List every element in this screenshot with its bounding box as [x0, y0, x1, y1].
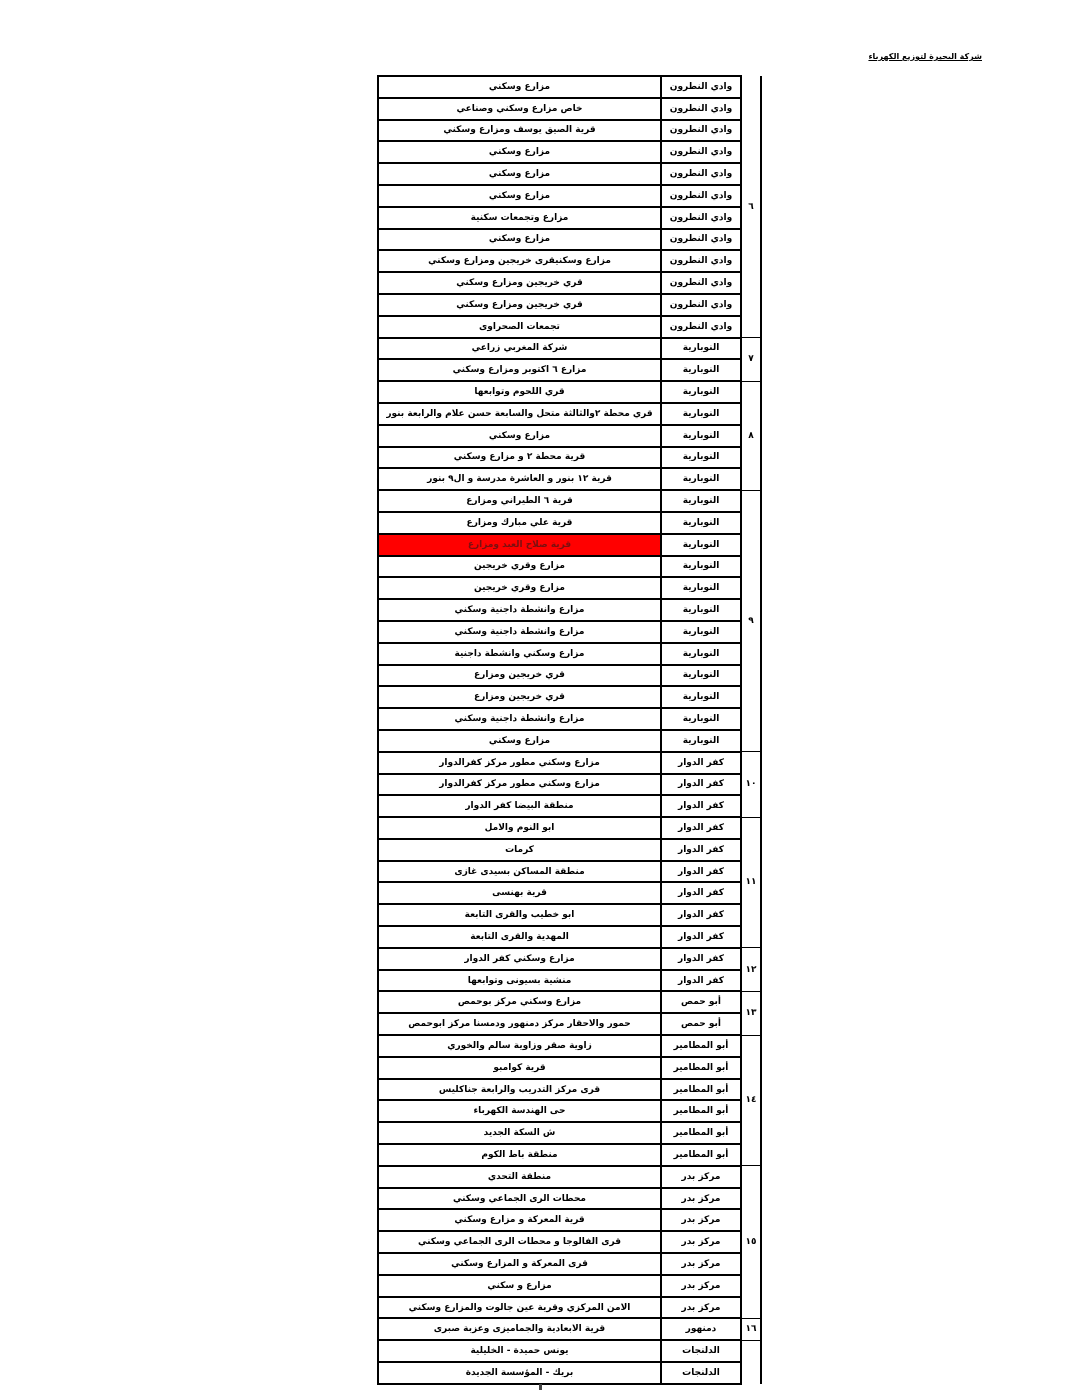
table-row — [378, 577, 761, 599]
row-description: مزارع وانشطة داجنية وسكني — [378, 599, 661, 621]
group-number-empty — [741, 1340, 761, 1362]
row-area: النوبارية — [661, 338, 741, 360]
table-row — [378, 882, 761, 904]
row-description: قرية بهنسى — [378, 882, 661, 904]
row-description: ابو النوم والامل — [378, 817, 661, 839]
table-body — [378, 76, 761, 1384]
row-area: كفر الدوار — [661, 904, 741, 926]
distribution-table — [377, 75, 762, 1385]
table-row — [378, 403, 761, 425]
table-row — [378, 861, 761, 883]
table-row — [378, 185, 761, 207]
table-row — [378, 316, 761, 338]
table-row — [378, 1035, 761, 1057]
table-row — [378, 272, 761, 294]
row-area: وادي النطرون — [661, 120, 741, 142]
table-row — [378, 1231, 761, 1253]
row-description: مزارع وقري خريجين — [378, 556, 661, 578]
table-row — [378, 839, 761, 861]
row-description: قري خريجين ومزارع — [378, 686, 661, 708]
row-area: النوبارية — [661, 403, 741, 425]
table-row — [378, 1362, 761, 1384]
row-area: أبو المطامير — [661, 1100, 741, 1122]
table-row — [378, 1057, 761, 1079]
row-area: كفر الدوار — [661, 970, 741, 992]
row-description: قري خريجين ومزارع وسكني — [378, 294, 661, 316]
row-area: النوبارية — [661, 556, 741, 578]
row-description: قرى مركز التدريب والرابعة جناكليس — [378, 1079, 661, 1101]
row-description: قري خريجين ومزارع — [378, 665, 661, 687]
table-row — [378, 1209, 761, 1231]
row-area: الدلنجات — [661, 1340, 741, 1362]
row-area: أبو المطامير — [661, 1144, 741, 1166]
table-row — [378, 708, 761, 730]
row-description: قرية صلاح العبد ومزارع — [378, 534, 661, 556]
table-row — [378, 991, 761, 1013]
row-area: وادي النطرون — [661, 294, 741, 316]
row-description: مزارع وانشطة داجنية وسكني — [378, 708, 661, 730]
table-row — [378, 1297, 761, 1319]
row-description: الامن المركزي وقرية عين جالوت والمزارع وسكني — [378, 1297, 661, 1319]
row-area: النوبارية — [661, 447, 741, 469]
row-description: حى الهندسة الكهرباء — [378, 1100, 661, 1122]
row-description: مزارع وسكني — [378, 163, 661, 185]
row-area: وادي النطرون — [661, 185, 741, 207]
row-area: النوبارية — [661, 512, 741, 534]
group-number: ١٣ — [741, 991, 761, 1035]
row-area: أبو المطامير — [661, 1122, 741, 1144]
table-row — [378, 621, 761, 643]
row-description: مزارع وسكنيقرى خريجين ومزارع وسكني — [378, 250, 661, 272]
table-row — [378, 468, 761, 490]
table-row — [378, 141, 761, 163]
table-row — [378, 381, 761, 403]
row-description: مزارع وسكني كفر الدوار — [378, 948, 661, 970]
row-description: منطقة باط الكوم — [378, 1144, 661, 1166]
row-description: قرية الابعادية والجماميزى وعزبة صبرى — [378, 1318, 661, 1340]
table-row — [378, 512, 761, 534]
row-area: النوبارية — [661, 425, 741, 447]
row-description: تجمعات الصحراوى — [378, 316, 661, 338]
row-description: منطقة المساكن بسيدى غازى — [378, 861, 661, 883]
row-area: وادي النطرون — [661, 229, 741, 251]
row-area: كفر الدوار — [661, 752, 741, 774]
table-row — [378, 294, 761, 316]
table-row — [378, 1340, 761, 1362]
row-description: المهدية والقرى التابعة — [378, 926, 661, 948]
row-description: قرى المعركة و المزارع وسكني — [378, 1253, 661, 1275]
row-description: مزارع وسكني مطور مركز كفرالدوار — [378, 752, 661, 774]
table-row — [378, 686, 761, 708]
row-area: كفر الدوار — [661, 882, 741, 904]
row-description: زاوية صقر وزاوية سالم والخوري — [378, 1035, 661, 1057]
row-area: وادي النطرون — [661, 272, 741, 294]
table-row — [378, 665, 761, 687]
row-description: مزارع ٦ اكتوبر ومزارع وسكني — [378, 359, 661, 381]
row-area: النوبارية — [661, 599, 741, 621]
table-row — [378, 752, 761, 774]
row-area: أبو المطامير — [661, 1035, 741, 1057]
row-area: وادي النطرون — [661, 141, 741, 163]
row-description: قرية كوامبو — [378, 1057, 661, 1079]
row-area: النوبارية — [661, 381, 741, 403]
row-area: النوبارية — [661, 534, 741, 556]
table-row — [378, 1144, 761, 1166]
row-description: مزارع و سكني — [378, 1275, 661, 1297]
table-row — [378, 1013, 761, 1035]
company-header: شركة البحيرة لتوزيع الكهرباء — [868, 52, 982, 61]
row-description: قرية ١٢ بنور و العاشرة مدرسة و ال٩ بنور — [378, 468, 661, 490]
table-row — [378, 1079, 761, 1101]
group-number: ٧ — [741, 338, 761, 382]
table-row — [378, 98, 761, 120]
row-area: كفر الدوار — [661, 774, 741, 796]
row-area: مركز بدر — [661, 1275, 741, 1297]
row-area: النوبارية — [661, 621, 741, 643]
row-description: مزارع وسكني — [378, 730, 661, 752]
row-description: قرية علي مبارك ومزارع — [378, 512, 661, 534]
table-row — [378, 359, 761, 381]
group-number: ١١ — [741, 817, 761, 948]
row-area: النوبارية — [661, 730, 741, 752]
group-number: ٦ — [741, 76, 761, 338]
row-area: وادي النطرون — [661, 98, 741, 120]
table-row — [378, 1318, 761, 1340]
row-area: وادي النطرون — [661, 163, 741, 185]
table-row — [378, 76, 761, 98]
row-description: مزارع وسكني — [378, 76, 661, 98]
table-row — [378, 250, 761, 272]
row-area: مركز بدر — [661, 1297, 741, 1319]
page-mark — [539, 1384, 542, 1390]
row-description: قرية محطة ٢ و مزارع وسكني — [378, 447, 661, 469]
table-row — [378, 556, 761, 578]
row-description: يونس حميدة - الخليلية — [378, 1340, 661, 1362]
table-row — [378, 120, 761, 142]
table-row — [378, 338, 761, 360]
row-area: مركز بدر — [661, 1231, 741, 1253]
table-row — [378, 163, 761, 185]
row-area: دمنهور — [661, 1318, 741, 1340]
row-description: محطات الرى الجماعي وسكني — [378, 1188, 661, 1210]
table-row — [378, 599, 761, 621]
row-area: وادي النطرون — [661, 316, 741, 338]
row-description: ش السكة الجديد — [378, 1122, 661, 1144]
group-number: ١٠ — [741, 752, 761, 817]
row-description: مزارع وتجمعات سكنية — [378, 207, 661, 229]
row-description: قري اللحوم وتوابعها — [378, 381, 661, 403]
table-row — [378, 425, 761, 447]
table-row — [378, 643, 761, 665]
row-area: كفر الدوار — [661, 839, 741, 861]
row-area: وادي النطرون — [661, 250, 741, 272]
row-area: وادي النطرون — [661, 76, 741, 98]
row-description: مزارع وسكني — [378, 185, 661, 207]
group-number: ٩ — [741, 490, 761, 752]
table-row — [378, 730, 761, 752]
table-row — [378, 970, 761, 992]
row-area: كفر الدوار — [661, 948, 741, 970]
group-number: ١٤ — [741, 1035, 761, 1166]
table-row — [378, 1100, 761, 1122]
row-description: منطقة البيضا كفر الدوار — [378, 795, 661, 817]
row-description: حمور والاحقار مركز دمنهور ودمسنا مركز ابوحمص — [378, 1013, 661, 1035]
row-description: مزارع وانشطة داجنية وسكني — [378, 621, 661, 643]
row-description: مزارع وسكني مطور مركز كفرالدوار — [378, 774, 661, 796]
table-row — [378, 207, 761, 229]
row-description: مزارع وسكني — [378, 141, 661, 163]
row-area: النوبارية — [661, 359, 741, 381]
row-area: النوبارية — [661, 577, 741, 599]
row-area: مركز بدر — [661, 1188, 741, 1210]
row-area: مركز بدر — [661, 1166, 741, 1188]
row-description: قري خريجين ومزارع وسكني — [378, 272, 661, 294]
row-area: النوبارية — [661, 468, 741, 490]
table-row — [378, 1166, 761, 1188]
row-area: أبو حمص — [661, 991, 741, 1013]
table-row — [378, 774, 761, 796]
group-number: ٨ — [741, 381, 761, 490]
group-number: ١٢ — [741, 948, 761, 992]
row-area: النوبارية — [661, 665, 741, 687]
table-row — [378, 1188, 761, 1210]
row-description: مزارع وقري خريجين — [378, 577, 661, 599]
table-row — [378, 817, 761, 839]
row-area: النوبارية — [661, 686, 741, 708]
row-area: مركز بدر — [661, 1209, 741, 1231]
table-row — [378, 904, 761, 926]
table-row — [378, 1122, 761, 1144]
group-number-empty — [741, 1362, 761, 1384]
table-row — [378, 1275, 761, 1297]
row-area: أبو حمص — [661, 1013, 741, 1035]
table-row — [378, 229, 761, 251]
table-row — [378, 447, 761, 469]
row-description: خاص مزارع وسكني وصناعي — [378, 98, 661, 120]
row-description: قري محطة ٢والثالثة متحل والسابعة حسن علام والرابعة بنور — [378, 403, 661, 425]
row-area: أبو المطامير — [661, 1057, 741, 1079]
row-description: منشية بسيونى وتوابعها — [378, 970, 661, 992]
row-area: كفر الدوار — [661, 817, 741, 839]
table-row — [378, 534, 761, 556]
row-area: النوبارية — [661, 643, 741, 665]
row-description: مزارع وسكني وانشطة داجنية — [378, 643, 661, 665]
row-description: مزارع وسكني — [378, 425, 661, 447]
row-description: شركة المغربي زراعي — [378, 338, 661, 360]
row-description: مزارع وسكني — [378, 229, 661, 251]
row-description: منطقة التحدي — [378, 1166, 661, 1188]
row-area: كفر الدوار — [661, 926, 741, 948]
table-row — [378, 490, 761, 512]
row-area: أبو المطامير — [661, 1079, 741, 1101]
row-area: كفر الدوار — [661, 861, 741, 883]
row-area: النوبارية — [661, 490, 741, 512]
row-description: قرى الفالوجا و محطات الرى الجماعي وسكني — [378, 1231, 661, 1253]
row-area: الدلنجات — [661, 1362, 741, 1384]
row-area: النوبارية — [661, 708, 741, 730]
row-description: قرية الصيق يوسف ومزارع وسكني — [378, 120, 661, 142]
row-area: مركز بدر — [661, 1253, 741, 1275]
group-number: ١٦ — [741, 1318, 761, 1340]
row-area: كفر الدوار — [661, 795, 741, 817]
table-row — [378, 1253, 761, 1275]
table-row — [378, 926, 761, 948]
row-description: ابو خطيب والقرى التابعة — [378, 904, 661, 926]
table-row — [378, 795, 761, 817]
row-description: كرمات — [378, 839, 661, 861]
row-description: بريك - المؤسسة الجديدة — [378, 1362, 661, 1384]
row-description: قرية ٦ الطيراني ومزارع — [378, 490, 661, 512]
group-number: ١٥ — [741, 1166, 761, 1319]
row-description: مزارع وسكني مركز بوحمص — [378, 991, 661, 1013]
row-description: قرية المعركة و مزارع وسكني — [378, 1209, 661, 1231]
table-row — [378, 948, 761, 970]
row-area: وادي النطرون — [661, 207, 741, 229]
